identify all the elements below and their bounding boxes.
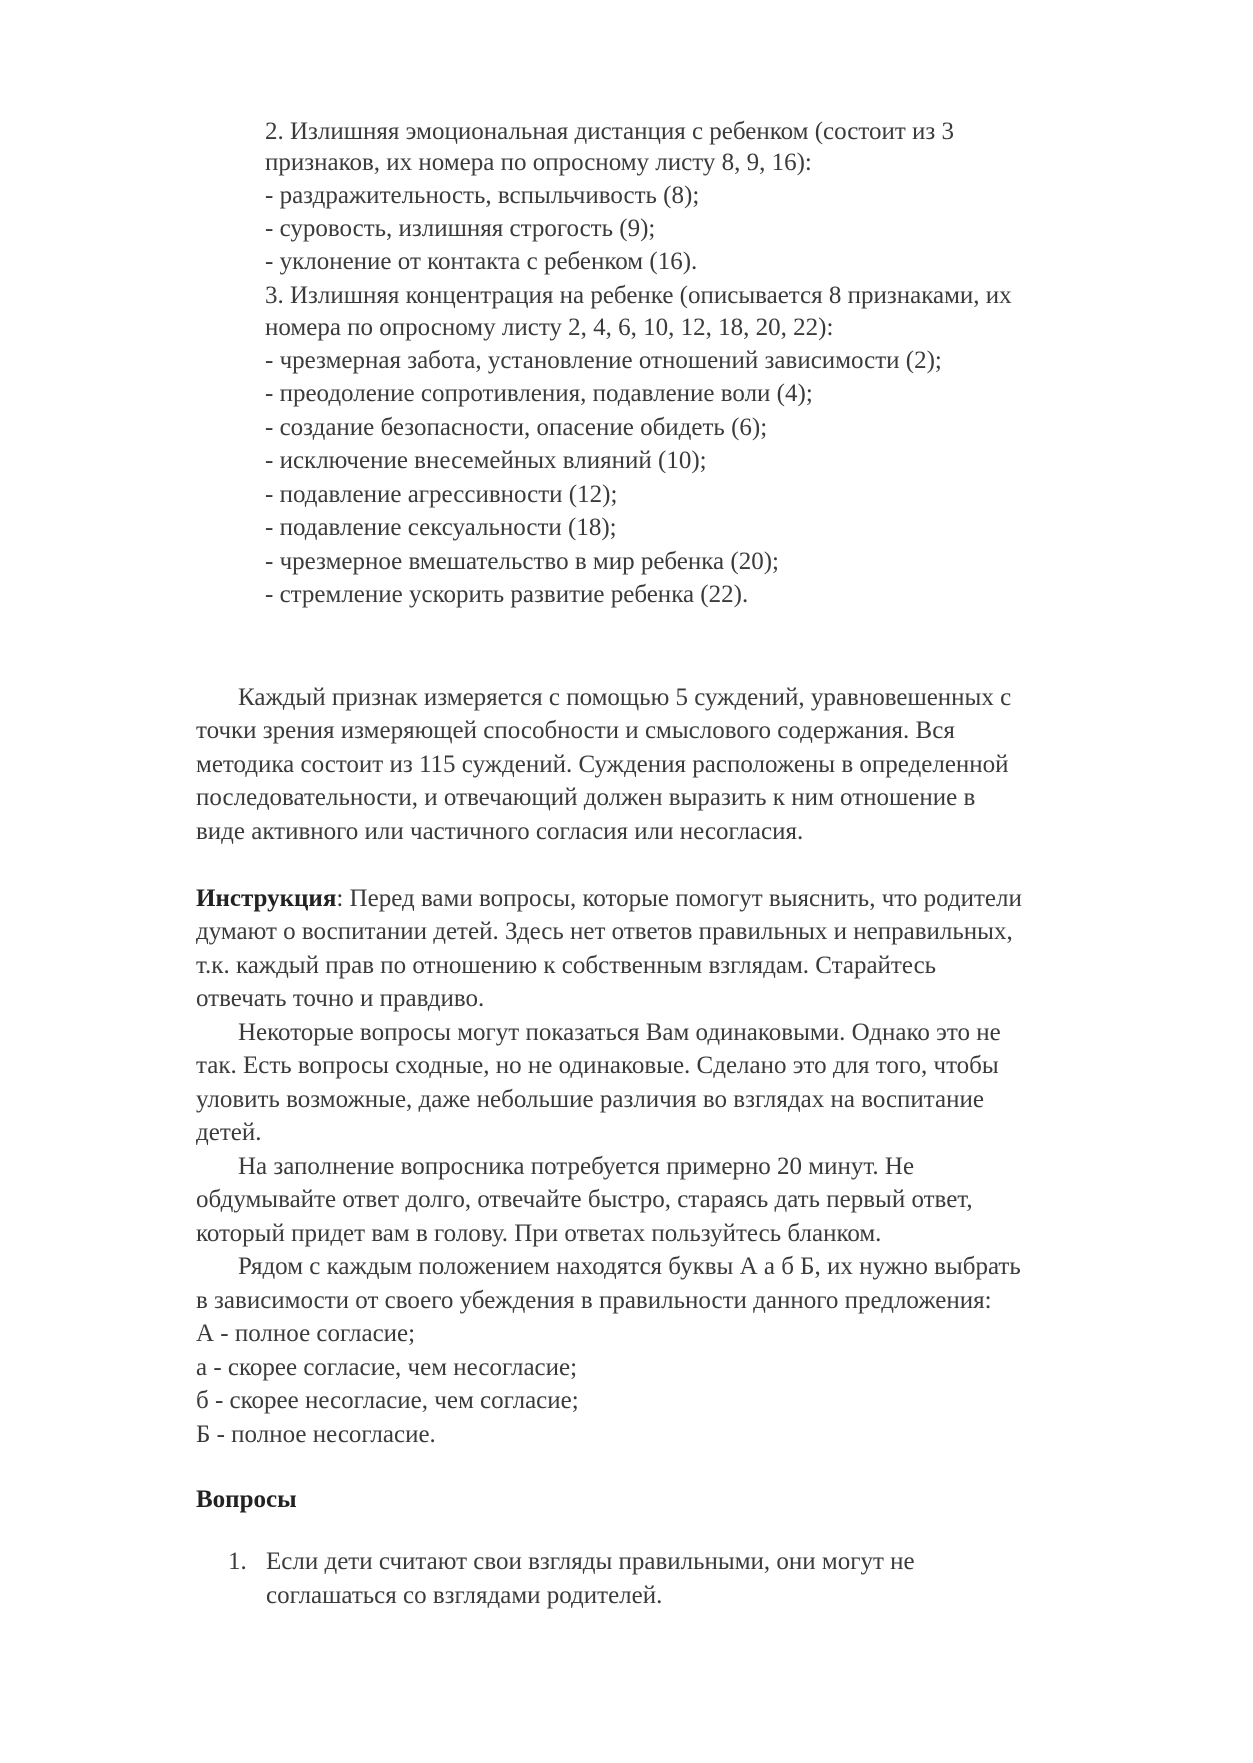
similar-paragraph-line: так. Есть вопросы сходные, но не одинаковые. Сделано это для того, чтобы xyxy=(196,1052,999,1079)
similar-paragraph-line: Некоторые вопросы могут показаться Вам одинаковыми. Однако это не xyxy=(238,1019,1001,1046)
section3-item: - чрезмерное вмешательство в мир ребенка (20); xyxy=(265,548,779,575)
similar-paragraph-line: детей. xyxy=(196,1119,262,1146)
time-paragraph-line: обдумывайте ответ долго, отвечайте быстро, стараясь дать первый ответ, xyxy=(196,1186,973,1213)
question-number: 1. xyxy=(228,1548,247,1575)
measure-paragraph-line: виде активного или частичного согласия или несогласия. xyxy=(196,818,804,845)
question-item xyxy=(228,1547,915,1577)
questions-heading: Вопросы xyxy=(196,1486,297,1513)
section2-heading-line1: 2. Излишняя эмоциональная дистанция с ребенком (состоит из 3 xyxy=(265,118,955,145)
question-text-line2: соглашаться со взглядами родителей. xyxy=(266,1582,663,1609)
answer-option: А - полное согласие; xyxy=(196,1320,416,1347)
answer-option: б - скорее несогласие, чем согласие; xyxy=(196,1387,579,1414)
section3-heading-line2: номера по опросному листу 2, 4, 6, 10, 12, 18, 20, 22): xyxy=(265,314,834,341)
section3-item: - создание безопасности, опасение обидеть (6); xyxy=(265,414,768,441)
section3-item: - подавление агрессивности (12); xyxy=(265,481,618,508)
time-paragraph-line: На заполнение вопросника потребуется примерно 20 минут. Не xyxy=(238,1153,915,1180)
section3-item: - преодоление сопротивления, подавление воли (4); xyxy=(265,380,813,407)
section3-item: - стремление ускорить развитие ребенка (22). xyxy=(265,581,749,608)
time-paragraph-line: который придет вам в голову. При ответах пользуйтесь бланком. xyxy=(196,1220,882,1247)
instruction-line: т.к. каждый прав по отношению к собственным взглядам. Старайтесь xyxy=(196,952,937,979)
instruction-label: Инструкция xyxy=(196,885,337,912)
question-text-line1: Если дети считают свои взгляды правильными, они могут не xyxy=(266,1548,915,1575)
measure-paragraph-line: методика состоит из 115 суждений. Суждения расположены в определенной xyxy=(196,751,1009,778)
answer-option: а - скорее согласие, чем несогласие; xyxy=(196,1354,578,1381)
measure-paragraph-line: последовательности, и отвечающий должен выразить к ним отношение в xyxy=(196,784,976,811)
section2-item: - уклонение от контакта с ребенком (16). xyxy=(265,248,698,275)
instruction-line: думают о воспитании детей. Здесь нет ответов правильных и неправильных, xyxy=(196,918,1013,945)
section3-item: - подавление сексуальности (18); xyxy=(265,514,617,541)
instruction-text: : Перед вами вопросы, которые помогут выяснить, что родители xyxy=(336,885,1022,912)
section3-item: - чрезмерная забота, установление отношений зависимости (2); xyxy=(265,347,942,374)
measure-paragraph-line: точки зрения измеряющей способности и смыслового содержания. Вся xyxy=(196,717,955,744)
similar-paragraph-line: уловить возможные, даже небольшие различия во взглядах на воспитание xyxy=(196,1086,984,1113)
section3-heading-line1: 3. Излишняя концентрация на ребенке (описывается 8 признаками, их xyxy=(265,282,1012,309)
section2-item: - суровость, излишняя строгость (9); xyxy=(265,215,656,242)
instruction-line: отвечать точно и правдиво. xyxy=(196,985,485,1012)
instruction-line1 xyxy=(196,884,1022,914)
letters-paragraph-line: в зависимости от своего убеждения в правильности данного предложения: xyxy=(196,1287,992,1314)
answer-option: Б - полное несогласие. xyxy=(196,1421,436,1448)
section2-heading-line2: признаков, их номера по опросному листу 8, 9, 16): xyxy=(265,149,812,176)
section3-item: - исключение внесемейных влияний (10); xyxy=(265,447,707,474)
measure-paragraph-line: Каждый признак измеряется с помощью 5 суждений, уравновешенных с xyxy=(238,684,1012,711)
section2-item: - раздражительность, вспыльчивость (8); xyxy=(265,182,700,209)
letters-paragraph-line: Рядом с каждым положением находятся буквы А а б Б, их нужно выбрать xyxy=(238,1253,1021,1280)
